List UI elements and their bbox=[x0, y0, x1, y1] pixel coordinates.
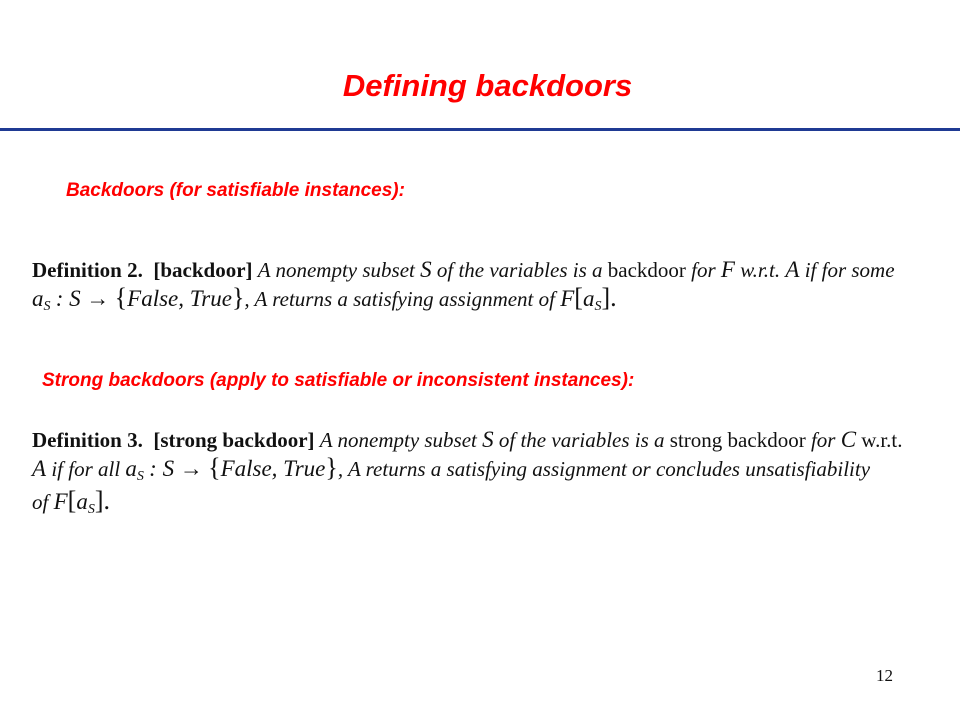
definition-label: Definition 2. bbox=[32, 258, 143, 282]
definition-2 bbox=[32, 256, 895, 317]
definition-label: Definition 3. bbox=[32, 428, 143, 452]
slide-title: Defining backdoors bbox=[342, 68, 633, 103]
definition-3-line-1: Definition 3. [strong backdoor] A nonempty subset S of the variables is a strong backdoor for C w.r.t. bbox=[32, 427, 903, 452]
definition-3-line-2: A if for all aS : S → {False, True}, A returns a satisfying assignment or concludes unsatisfiability bbox=[32, 453, 871, 484]
definition-term: [backdoor] bbox=[153, 258, 253, 282]
title-divider bbox=[0, 128, 960, 131]
backdoors-heading: Backdoors (for satisfiable instances): bbox=[66, 180, 405, 201]
definition-3 bbox=[32, 426, 903, 520]
page-number: 12 bbox=[876, 666, 893, 685]
definition-2-line-1: Definition 2. [backdoor] A nonempty subset S of the variables is a backdoor for F w.r.t. A if for some bbox=[32, 257, 895, 282]
definition-3-line-3: of F[aS]. bbox=[32, 486, 110, 517]
definition-term: [strong backdoor] bbox=[153, 428, 315, 452]
strong-backdoors-heading: Strong backdoors (apply to satisfiable or inconsistent instances): bbox=[42, 370, 635, 391]
definition-2-line-2: aS : S → {False, True}, A returns a satisfying assignment of F[aS]. bbox=[32, 283, 617, 314]
